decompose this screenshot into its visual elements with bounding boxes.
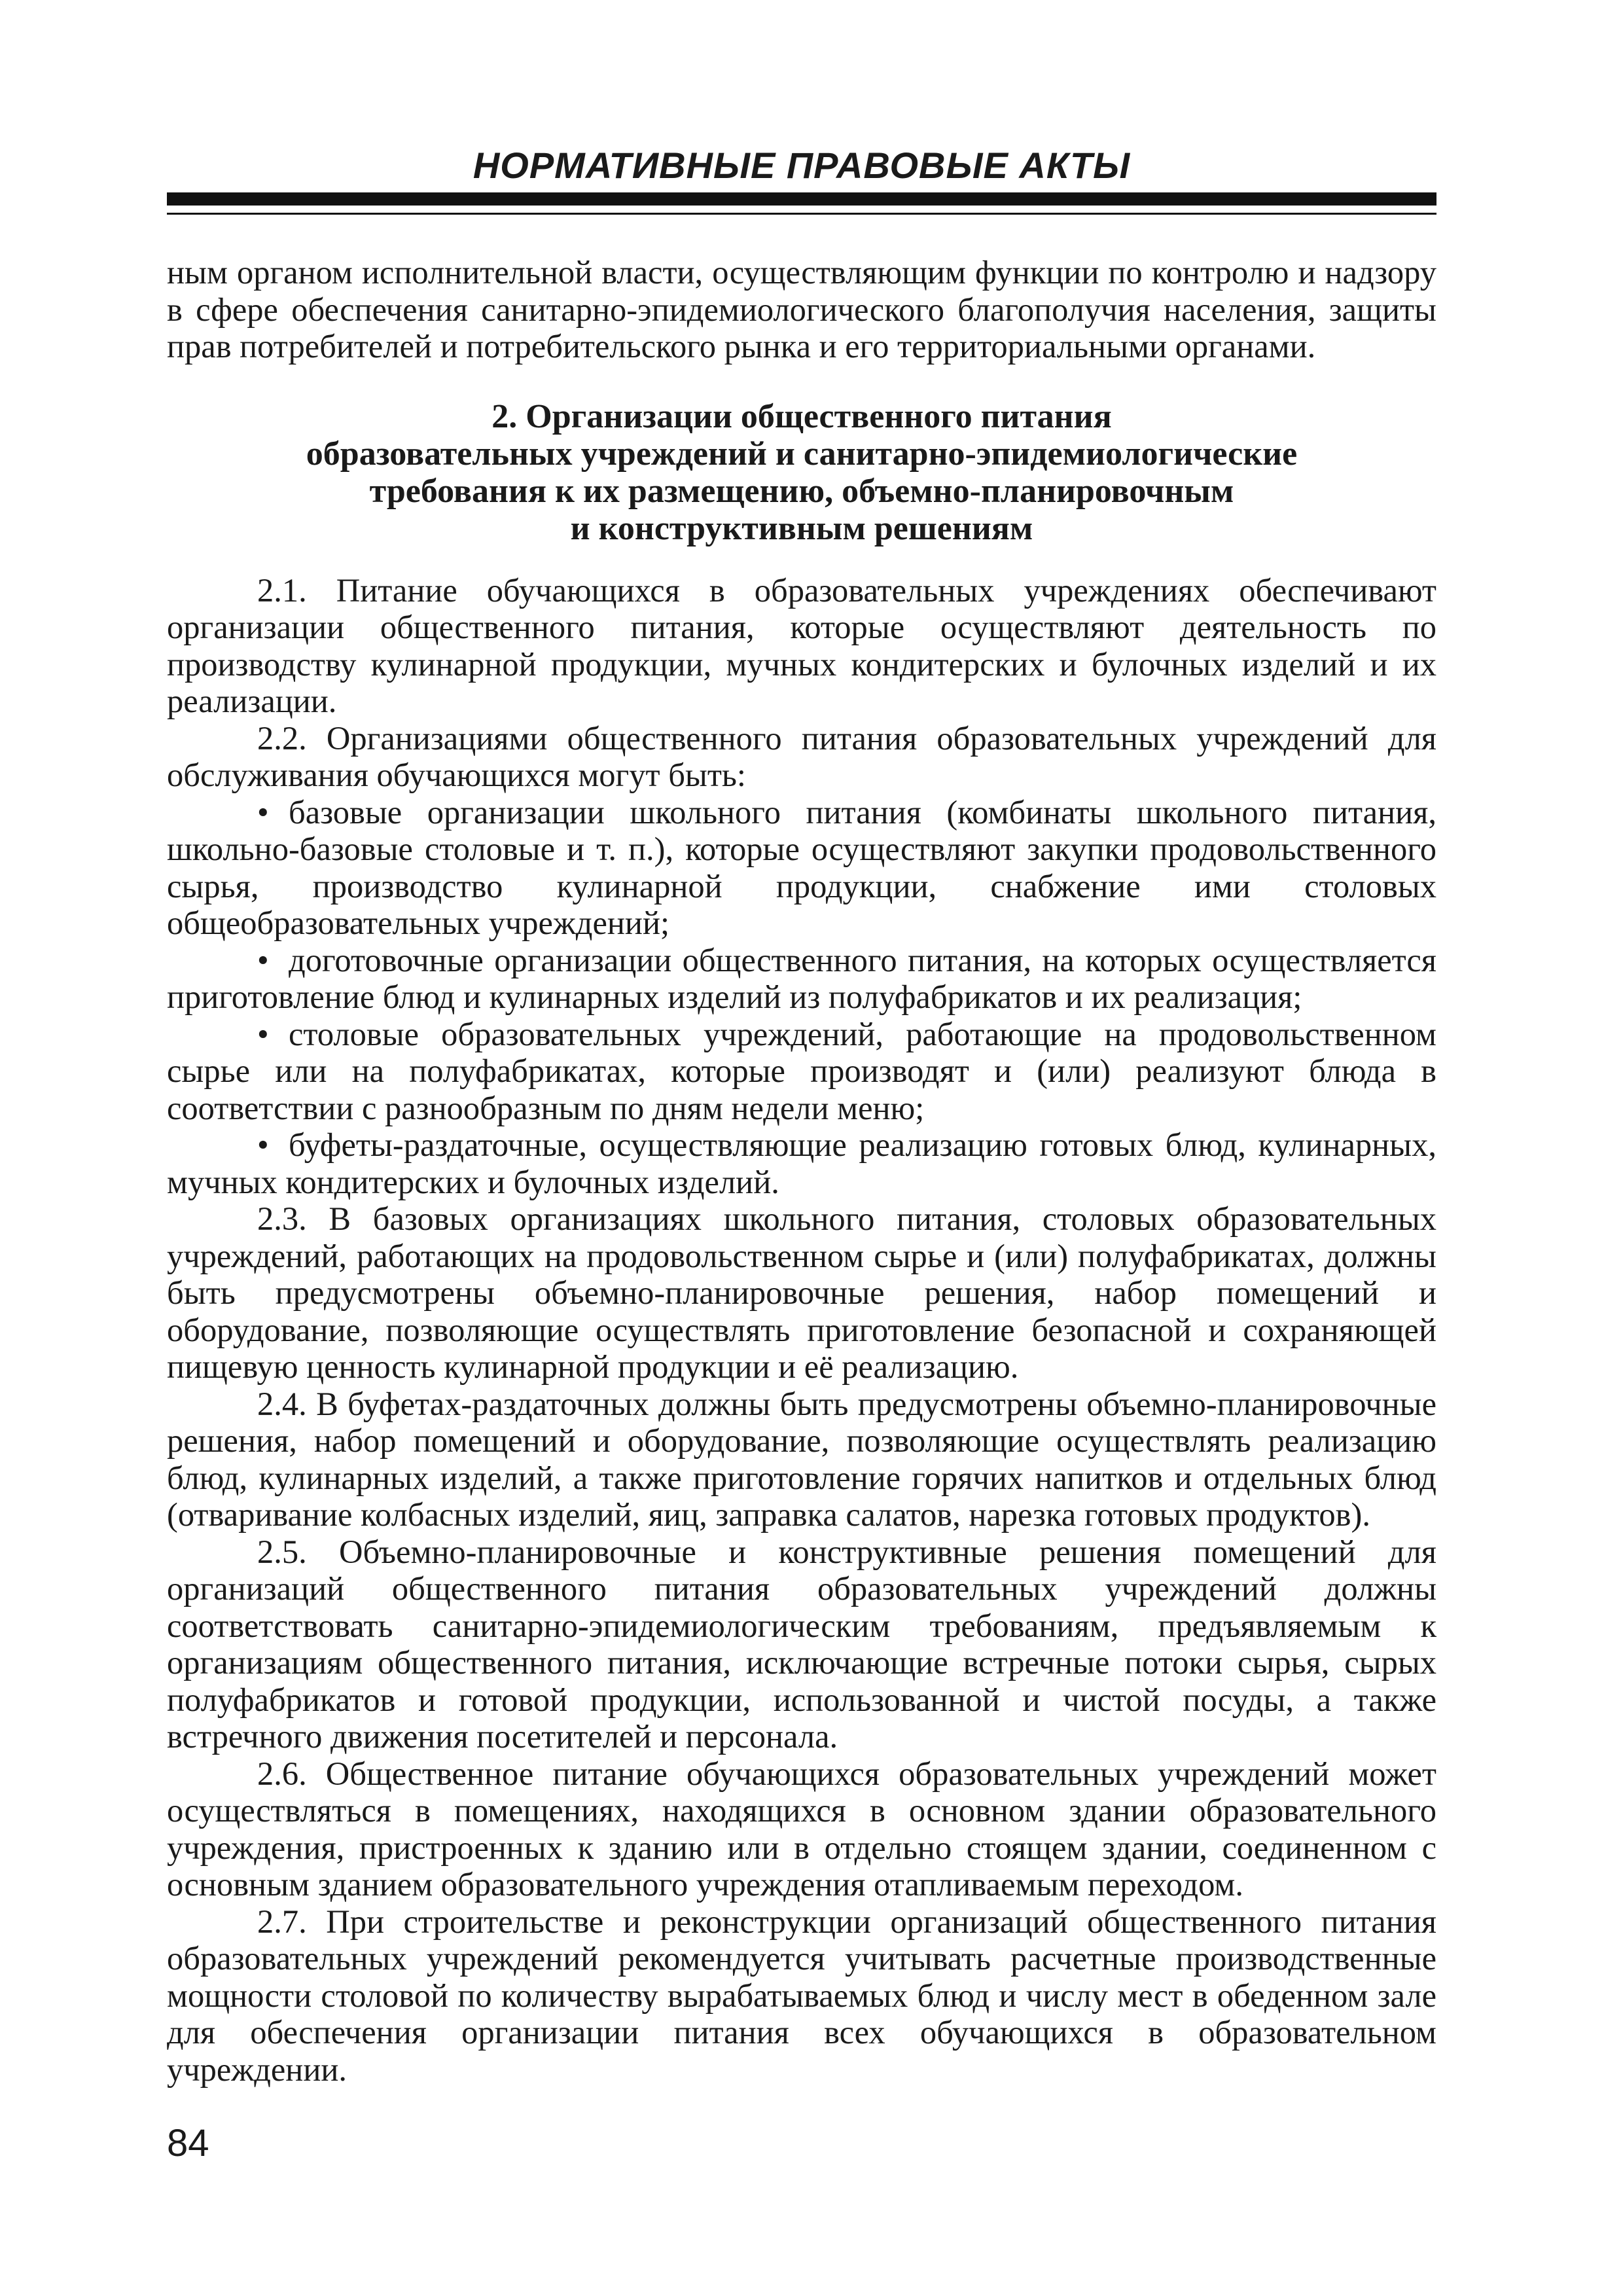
running-header-title: НОРМАТИВНЫЕ ПРАВОВЫЕ АКТЫ xyxy=(473,145,1131,186)
paragraph-2-4: 2.4. В буфетах-раздаточных должны быть предусмотрены объемно-планировочные решения, набор помещений и оборудование, позволяющие осуществлять реализацию блюд, кулинарных изделий, а также приготовление горячих напитков и отдельных блюд (отваривание колбасных изделий, яиц, заправка салатов, нарезка готовых продуктов). xyxy=(167,1385,1436,1533)
bullet-mark: • xyxy=(257,1126,269,1163)
section-title-line-4: и конструктивным решениям xyxy=(570,509,1033,547)
page-number: 84 xyxy=(167,2122,209,2164)
header-rule-thin xyxy=(167,213,1436,215)
section-title xyxy=(167,398,1436,547)
paragraph-2-2: 2.2. Организациями общественного питания образовательных учреждений для обслуживания обучающихся могут быть: xyxy=(167,719,1436,793)
section-title-line-1: 2. Организации общественного питания xyxy=(491,397,1112,435)
page-body xyxy=(167,254,1436,2088)
section-title-line-3: требования к их размещению, объемно-планировочным xyxy=(369,472,1234,510)
paragraph-2-3: 2.3. В базовых организациях школьного питания, столовых образовательных учреждений, работающих на продовольственном сырье и (или) полуфабрикатах, должны быть предусмотрены объемно-планировочные решения, набор помещений и оборудование, позволяющие осуществлять приготовление безопасной и сохраняющей пищевую ценность кулинарной продукции и её реализацию. xyxy=(167,1200,1436,1385)
bullet-text: буфеты-раздаточные, осуществляющие реализацию готовых блюд, кулинарных, мучных кондитерских и булочных изделий. xyxy=(167,1126,1436,1200)
bullet-mark: • xyxy=(257,941,269,978)
bullet-text: столовые образовательных учреждений, работающие на продовольственном сырье или на полуфабрикатах, которые производят и (или) реализуют блюда в соответствии с разнообразным по дням недели меню; xyxy=(167,1015,1436,1126)
bullet-item xyxy=(167,942,1436,1016)
bullet-mark: • xyxy=(257,793,269,831)
header-rule-thick xyxy=(167,192,1436,206)
bullet-text: доготовочные организации общественного питания, на которых осуществляется приготовление блюд и кулинарных изделий из полуфабрикатов и их реализация; xyxy=(167,941,1436,1015)
bullet-item xyxy=(167,794,1436,942)
paragraph-2-6: 2.6. Общественное питание обучающихся образовательных учреждений может осуществляться в помещениях, находящихся в основном здании образовательного учреждения, пристроенных к зданию или в отдельно стоящем здании, соединенном с основным зданием образовательного учреждения отапливаемым переходом. xyxy=(167,1755,1436,1903)
bullet-item xyxy=(167,1016,1436,1127)
bullet-text: базовые организации школьного питания (комбинаты школьного питания, школьно-базовые столовые и т. п.), которые осуществляют закупки продовольственного сырья, производство кулинарной продукции, снабжение ими столовых общеобразовательных учреждений; xyxy=(167,793,1436,941)
bullet-mark: • xyxy=(257,1015,269,1052)
paragraph-2-1: 2.1. Питание обучающихся в образовательных учреждениях обеспечивают организации общественного питания, которые осуществляют деятельность по производству кулинарной продукции, мучных кондитерских и булочных изделий и их реализации. xyxy=(167,571,1436,719)
bullet-item xyxy=(167,1126,1436,1200)
paragraph-2-5: 2.5. Объемно-планировочные и конструктивные решения помещений для организаций общественного питания образовательных учреждений должны соответствовать санитарно-эпидемиологическим требованиям, предъявляемым к организациям общественного питания, исключающие встречные потоки сырья, сырых полуфабрикатов и готовой продукции, использованной и чистой посуды, а также встречного движения посетителей и персонала. xyxy=(167,1533,1436,1755)
paragraph-2-7: 2.7. При строительстве и реконструкции организаций общественного питания образовательных учреждений рекомендуется учитывать расчетные производственные мощности столовой по количеству вырабатываемых блюд и числу мест в обеденном зале для обеспечения организации питания всех обучающихся в образовательном учреждении. xyxy=(167,1903,1436,2088)
section-title-line-2: образовательных учреждений и санитарно-эпидемиологические xyxy=(306,435,1298,473)
intro-paragraph: ным органом исполнительной власти, осуществляющим функции по контролю и надзору в сфере обеспечения санитарно-эпидемиологического благополучия населения, защиты прав потребителей и потребительского рынка и его территориальными органами. xyxy=(167,254,1436,365)
